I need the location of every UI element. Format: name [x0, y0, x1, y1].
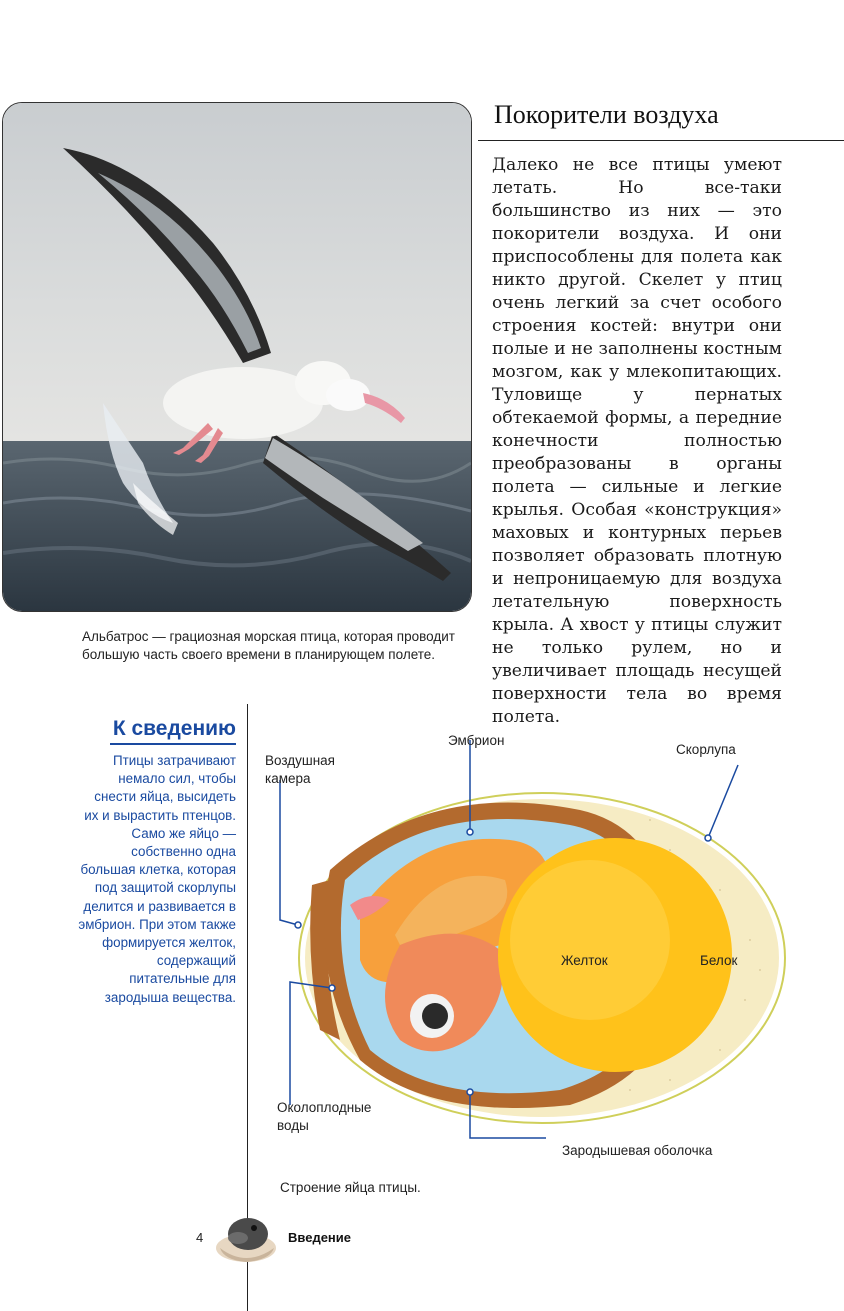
albatross-illustration [3, 103, 471, 611]
footer-section: Введение [288, 1230, 351, 1245]
page-footer [196, 1210, 416, 1266]
egg-diagram [250, 720, 844, 1180]
photo-caption: Альбатрос — грациозная морская птица, которая проводит большую часть своего времени в планирующем полете. [82, 629, 455, 662]
label-yolk: Желток [561, 953, 608, 968]
egg-structure-figure [250, 720, 844, 1180]
chick-egg-icon [212, 1210, 282, 1266]
label-amniotic: Околоплодные [277, 1100, 372, 1115]
sidebar-rule [110, 743, 236, 745]
page-number: 4 [196, 1230, 204, 1245]
label-albumen: Белок [700, 953, 738, 968]
diagram-caption: Строение яйца птицы. [280, 1180, 421, 1195]
label-air-chamber-2: камера [265, 771, 311, 786]
label-air-chamber: Воздушная [265, 753, 335, 768]
label-amniotic-2: воды [277, 1118, 309, 1133]
label-embryo: Эмбрион [448, 733, 505, 748]
albatross-photo [2, 102, 472, 612]
label-membrane: Зародышевая оболочка [562, 1143, 713, 1158]
label-shell: Скорлупа [676, 742, 736, 757]
sidebar-text: Птицы затрачивают немало сил, чтобы снести яйца, высидеть их и вырастить птенцов. Само же яйцо — собственно одна большая клетка, которая под защитой скорлупы делится и развивается в эмбрион. При этом также формируется желток, содержащий питательные для зародыша вещества. [78, 753, 236, 1005]
sidebar-title: К сведению [112, 717, 236, 740]
section-title: Покорители воздуха [494, 100, 719, 129]
article-body: Далеко не все птицы умеют летать. Но все-таки большинство из них — это покорители воздуха. И они приспособлены для полета как никто другой. Скелет у птиц очень легкий за счет особого строения костей: внутри они полые и не заполнены костным мозгом, как у млекопитающих. Туловище у пернатых обтекаемой формы, а передние конечности полностью преобразованы в органы полета — сильные и легкие крылья. Особая «конструкция» маховых и контурных перьев позволяет образовать плотную и непроницаемую для воздуха летательную поверхность крыла. А хвост у птицы служит не только рулем, но и увеличивает площадь несущей поверхности тела во время полета. [492, 155, 782, 727]
title-rule [478, 140, 844, 141]
